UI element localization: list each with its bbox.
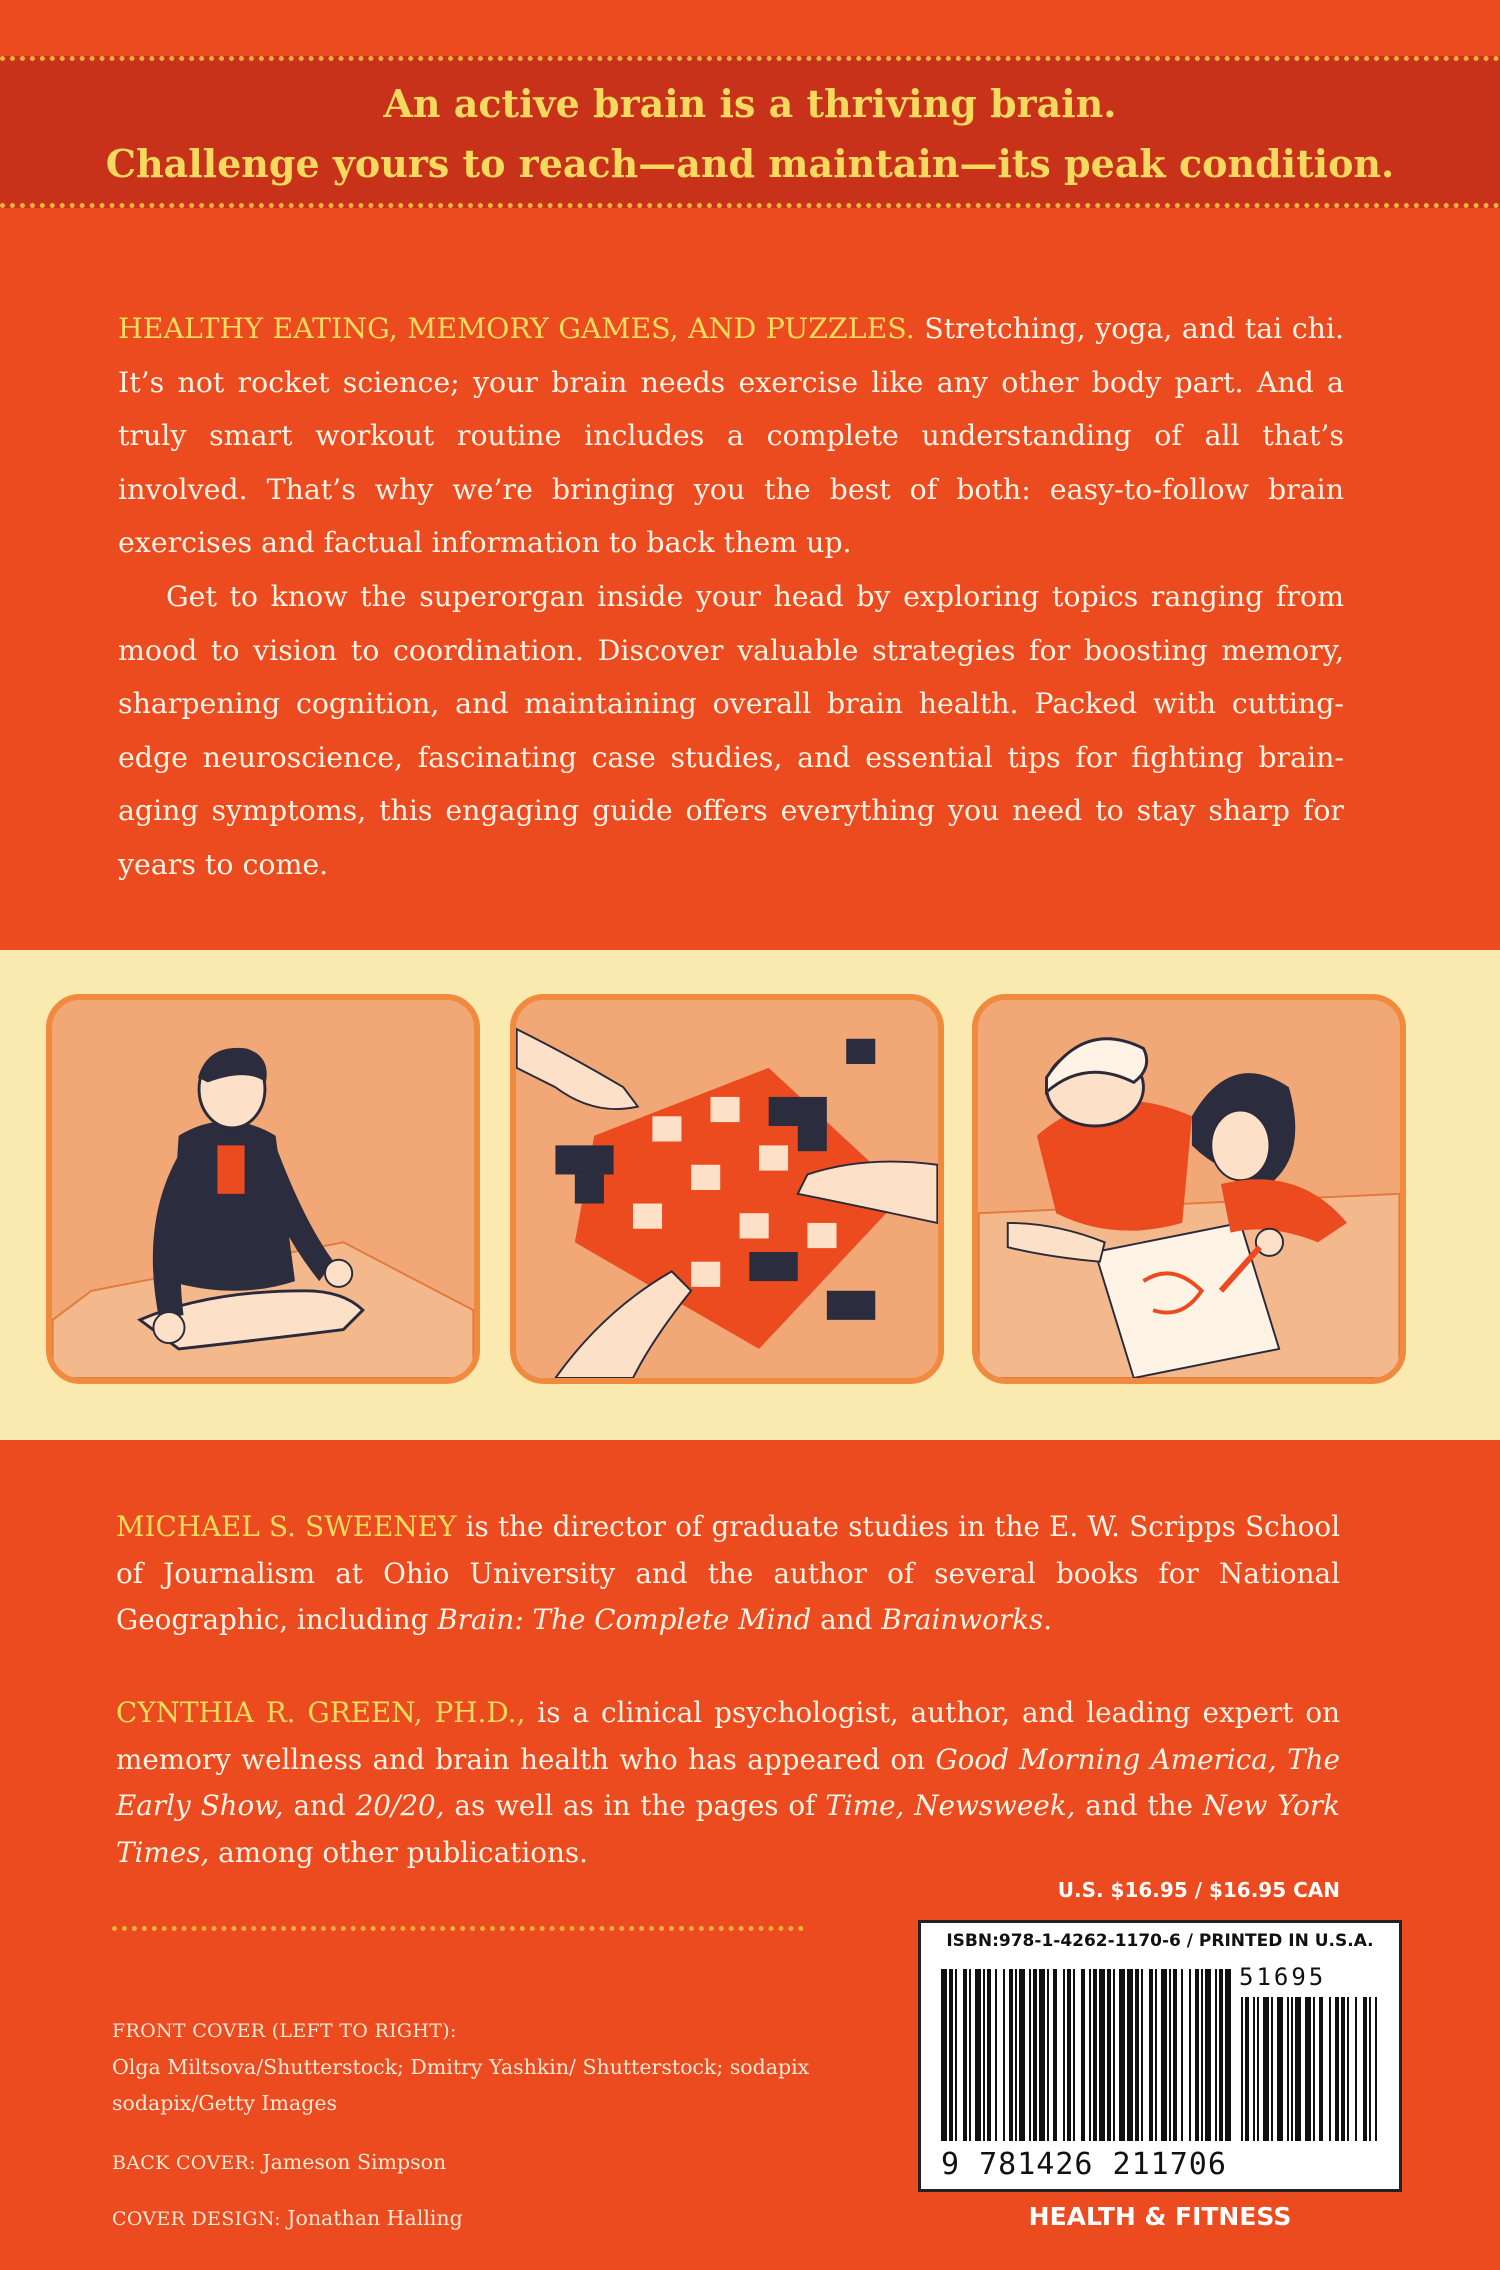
meditation-illustration	[46, 994, 480, 1384]
tagline-line-1: An active brain is a thriving brain.	[383, 81, 1117, 126]
isbn-label: ISBN:978-1-4262-1170-6 / PRINTED IN U.S.A.	[946, 1931, 1374, 1951]
bio-text: is a clinical psychologist, author, and leading expert on memory wellness and brain health who has appeared on	[116, 1696, 1340, 1776]
credit-text: Jonathan Halling	[280, 2206, 463, 2230]
jigsaw-puzzle-illustration	[510, 994, 944, 1384]
book-title: Brain: The Complete Mind	[437, 1603, 812, 1636]
author-name-green: CYNTHIA R. GREEN, PH.D.,	[116, 1696, 526, 1729]
show-title: 20/20,	[355, 1789, 445, 1822]
bio-text: among other publications.	[209, 1835, 588, 1869]
coloring-book-illustration	[972, 994, 1406, 1384]
publication-title: New York Times,	[116, 1789, 1340, 1869]
dotted-divider	[112, 1926, 804, 1931]
barcode-ean-number: 9 781426 211706	[941, 2147, 1227, 2182]
credit-label: BACK COVER:	[112, 2152, 256, 2174]
bio-text: and	[811, 1603, 882, 1636]
back-cover-credit	[112, 2144, 812, 2181]
credit-label: COVER DESIGN:	[112, 2208, 281, 2230]
credit-text: Olga Miltsova/Shutterstock; Dmitry Yashkin/ Shutterstock; sodapix sodapix/Getty Images	[112, 2055, 810, 2115]
description-lead: HEALTHY EATING, MEMORY GAMES, AND PUZZLES.	[118, 312, 915, 345]
barcode-box	[918, 1920, 1402, 2192]
description-paragraph-2: Get to know the superorgan inside your head by exploring topics ranging from mood to vision to coordination. Discover valuable strategies for boosting memory, sharpening cognition, and maintaining overall brain health. Packed with cutting-edge neuroscience, fascinating case studies, and essential tips for fighting brain-aging symptoms, this engaging guide offers everything you need to stay sharp for years to come.	[118, 580, 1344, 881]
bio-text: .	[1043, 1603, 1053, 1636]
show-title: Good Morning America, The Early Show,	[116, 1742, 1340, 1822]
category-label: HEALTH & FITNESS	[1028, 2202, 1292, 2231]
author-name-sweeney: MICHAEL S. SWEENEY	[116, 1510, 457, 1543]
description-p1-text: Stretching, yoga, and tai chi. It’s not rocket science; your brain needs exercise like any other body part. And a truly smart workout routine includes a complete understanding of all that’s involved. That’s why we’re bringing you the best of both: easy-to-follow brain exercises and factual information to back them up.	[118, 312, 1344, 559]
tagline-line-2: Challenge yours to reach—and maintain—its peak condition.	[105, 141, 1395, 186]
bio-text: and	[283, 1789, 356, 1822]
bio-text: and the	[1075, 1789, 1203, 1822]
book-title: Brainworks	[881, 1603, 1044, 1636]
author-bio-sweeney	[116, 1504, 1340, 1644]
coloring-figures-icon	[978, 1000, 1400, 1378]
tagline-banner	[0, 56, 1500, 208]
author-bio-green	[116, 1690, 1340, 1876]
publication-title: Time, Newsweek,	[825, 1789, 1076, 1822]
puzzle-pieces-icon	[516, 1000, 938, 1378]
credit-text: Jameson Simpson	[255, 2150, 447, 2174]
price-label: U.S. $16.95 / $16.95 CAN	[1057, 1878, 1340, 1902]
bio-text: is the director of graduate studies in the E. W. Scripps School of Journalism at Ohio University and the author of several books for National Geographic, including	[116, 1510, 1340, 1636]
front-cover-credits	[112, 2012, 812, 2121]
illustration-strip	[0, 950, 1500, 1440]
cover-design-credit	[112, 2200, 812, 2237]
credit-label: FRONT COVER (LEFT TO RIGHT):	[112, 2020, 457, 2042]
meditation-figure-icon	[52, 1000, 474, 1378]
bio-text: as well as in the pages of	[444, 1789, 826, 1822]
barcode-addon-number: 51695	[1239, 1963, 1327, 1991]
description-paragraph-1	[118, 302, 1344, 570]
barcode-icon	[941, 1969, 1385, 2149]
